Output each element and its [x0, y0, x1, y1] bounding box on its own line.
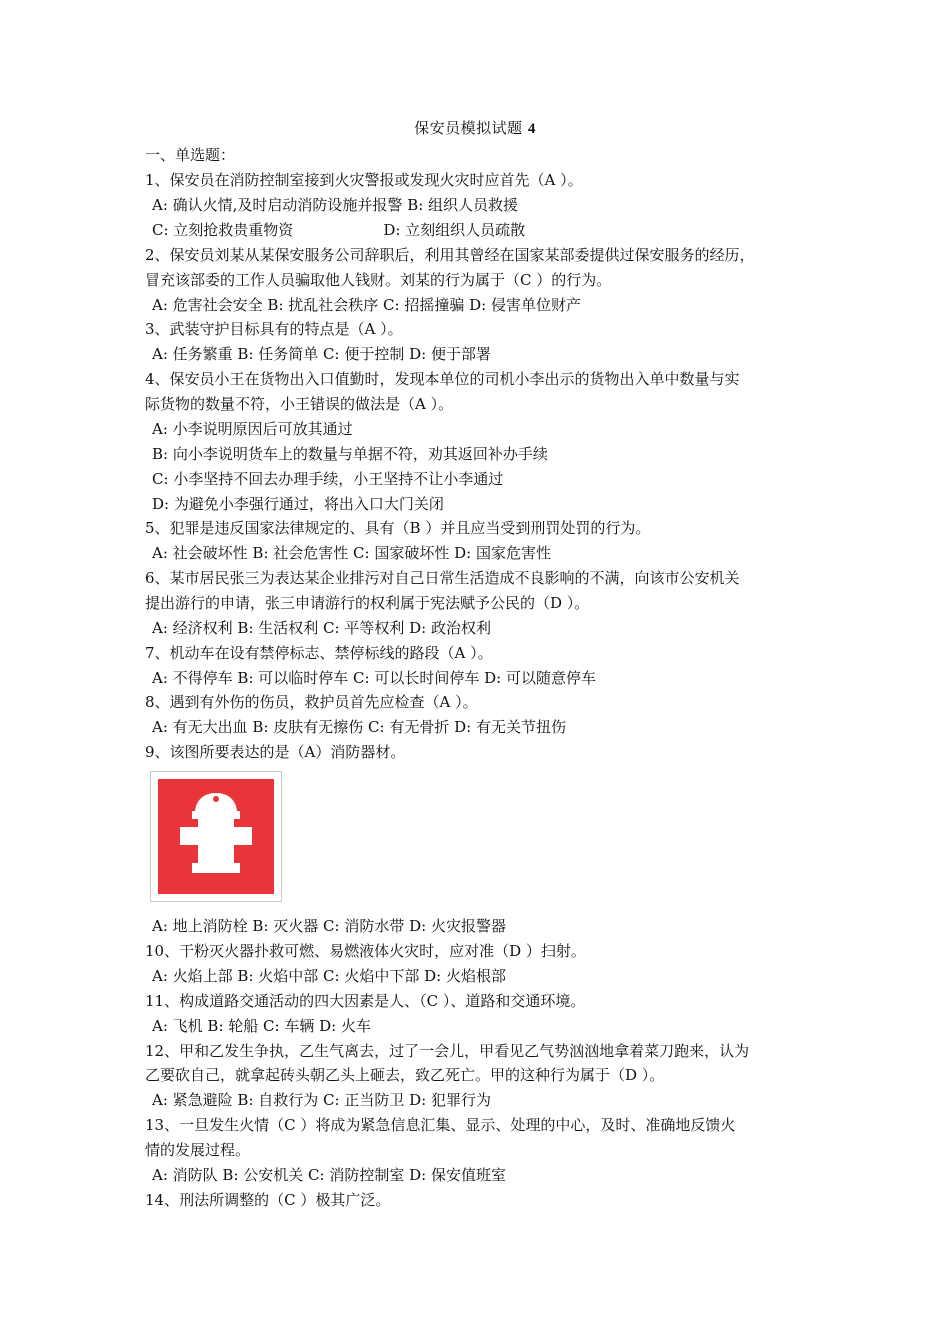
question-5: 5、犯罪是违反国家法律规定的、具有（B ）并且应当受到刑罚处罚的行为。	[145, 519, 651, 537]
question-6-line-2: 提出游行的申请，张三申请游行的权利属于宪法赋予公民的（D ）。	[145, 594, 590, 612]
question-2-line-1: 2、保安员刘某从某保安服务公司辞职后，利用其曾经在国家某部委提供过保安服务的经历，	[145, 246, 755, 264]
page-title	[0, 117, 950, 140]
question-3: 3、武装守护目标具有的特点是（A ）。	[145, 320, 403, 338]
question-13-options: A: 消防队 B: 公安机关 C: 消防控制室 D: 保安值班室	[152, 1166, 506, 1184]
question-9-options: A: 地上消防栓 B: 灭火器 C: 消防水带 D: 火灾报警器	[152, 917, 506, 935]
question-6-options: A: 经济权利 B: 生活权利 C: 平等权利 D: 政治权利	[152, 619, 491, 637]
question-7: 7、机动车在设有禁停标志、禁停标线的路段（A ）。	[145, 644, 493, 662]
title-number: 4	[527, 121, 536, 137]
option-d: D: 立刻组织人员疏散	[383, 221, 526, 239]
question-4-line-2: 际货物的数量不符，小王错误的做法是（A ）。	[145, 395, 454, 413]
fire-hydrant-icon	[158, 779, 274, 894]
question-1-options-ab: A: 确认火情,及时启动消防设施并报警 B: 组织人员救援	[152, 196, 519, 214]
question-13-line-1: 13、一旦发生火情（C ）将成为紧急信息汇集、显示、处理的中心，及时、准确地反馈火	[145, 1116, 736, 1134]
question-1-options-cd	[152, 219, 822, 241]
question-4-option-b: B: 向小李说明货车上的数量与单据不符，劝其返回补办手续	[152, 445, 548, 463]
option-c: C: 立刻抢救贵重物资	[152, 221, 294, 239]
question-9: 9、该图所要表达的是（A）消防器材。	[145, 743, 406, 761]
question-2-options: A: 危害社会安全 B: 扰乱社会秩序 C: 招摇撞骗 D: 侵害单位财产	[152, 296, 581, 314]
question-11-options: A: 飞机 B: 轮船 C: 车辆 D: 火车	[152, 1017, 371, 1035]
question-12-line-2: 乙要砍自己，就拿起砖头朝乙头上砸去，致乙死亡。甲的这种行为属于（D ）。	[145, 1066, 665, 1084]
question-14: 14、刑法所调整的（C ）极其广泛。	[145, 1191, 391, 1209]
hydrant-cap-bolt	[213, 796, 219, 802]
question-12-line-1: 12、甲和乙发生争执，乙生气离去，过了一会儿，甲看见乙气势汹汹地拿着菜刀跑来，认为	[145, 1042, 750, 1060]
fire-hydrant-sign-figure	[150, 771, 282, 902]
question-8-options: A: 有无大出血 B: 皮肤有无擦伤 C: 有无骨折 D: 有无关节扭伤	[152, 718, 566, 736]
question-1: 1、保安员在消防控制室接到火灾警报或发现火灾时应首先（A ）。	[145, 171, 583, 189]
question-4-option-a: A: 小李说明原因后可放其通过	[152, 420, 353, 438]
title-text: 保安员模拟试题	[414, 119, 523, 137]
question-4-line-1: 4、保安员小王在货物出入口值勤时，发现本单位的司机小李出示的货物出入单中数量与实	[145, 370, 740, 388]
question-4-option-c: C: 小李坚持不回去办理手续，小王坚持不让小李通过	[152, 470, 504, 488]
question-5-options: A: 社会破坏性 B: 社会危害性 C: 国家破坏性 D: 国家危害性	[152, 544, 551, 562]
question-10-options: A: 火焰上部 B: 火焰中部 C: 火焰中下部 D: 火焰根部	[152, 967, 506, 985]
section-heading: 一、单选题：	[145, 146, 236, 164]
question-12-options: A: 紧急避险 B: 自救行为 C: 正当防卫 D: 犯罪行为	[152, 1091, 491, 1109]
question-8: 8、遇到有外伤的伤员，救护员首先应检查（A ）。	[145, 693, 478, 711]
question-2-line-2: 冒充该部委的工作人员骗取他人钱财。刘某的行为属于（C ）的行为。	[145, 271, 612, 289]
question-7-options: A: 不得停车 B: 可以临时停车 C: 可以长时间停车 D: 可以随意停车	[152, 669, 596, 687]
question-3-options: A: 任务繁重 B: 任务简单 C: 便于控制 D: 便于部署	[152, 345, 491, 363]
question-4-option-d: D: 为避免小李强行通过，将出入口大门关闭	[152, 495, 444, 513]
question-6-line-1: 6、某市居民张三为表达某企业排污对自己日常生活造成不良影响的不满，向该市公安机关	[145, 569, 740, 587]
question-10: 10、干粉灭火器扑救可燃、易燃液体火灾时，应对准（D ）扫射。	[145, 942, 586, 960]
question-11: 11、构成道路交通活动的四大因素是人、（C ）、道路和交通环境。	[145, 992, 586, 1010]
question-13-line-2: 情的发展过程。	[145, 1141, 251, 1159]
